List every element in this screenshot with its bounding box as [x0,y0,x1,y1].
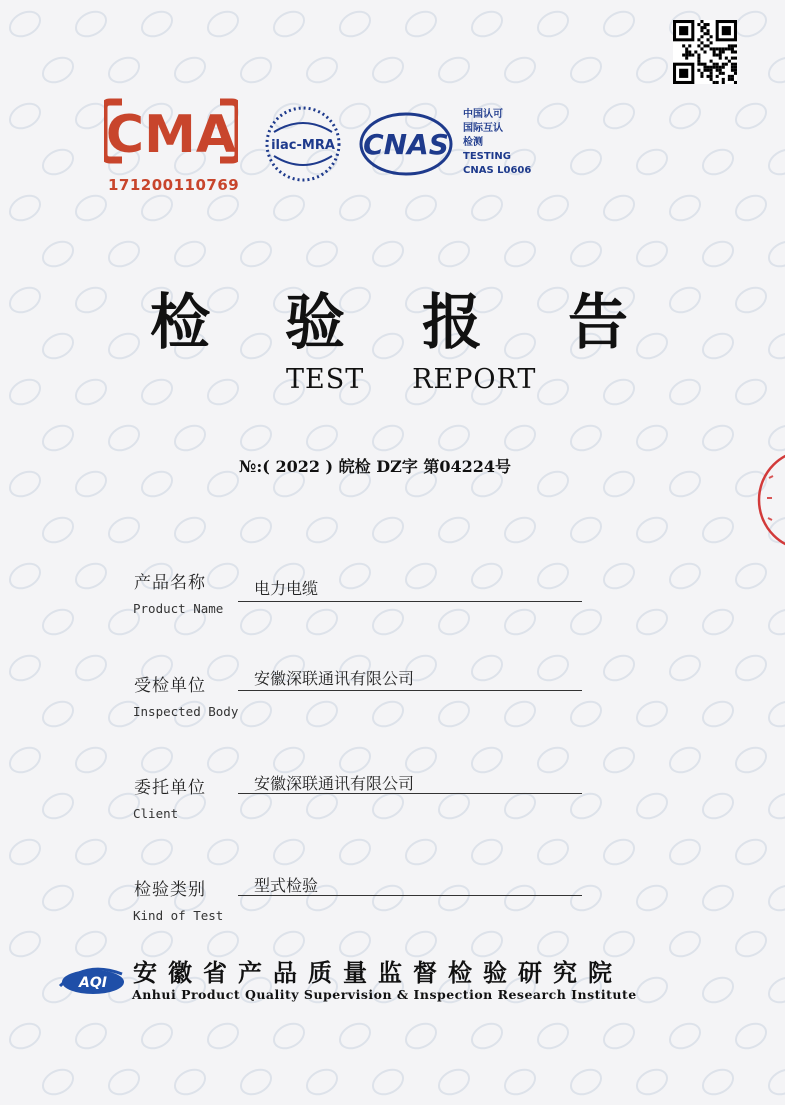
aqi-logo [56,964,126,996]
watermark-mark [664,833,705,870]
watermark-mark [598,649,639,686]
cnas-text-line: CNAS L0606 [463,165,532,176]
inspected-body-label: 受检单位 [134,676,206,696]
watermark-mark [631,511,672,548]
watermark-mark [565,511,606,548]
watermark-mark [37,603,78,640]
watermark-mark [334,557,375,594]
watermark-mark [37,419,78,456]
watermark-mark [697,419,738,456]
institute-name-en: Anhui Product Quality Supervision & Inspection Research Institute [132,987,637,1002]
watermark-mark [301,511,342,548]
watermark-mark [730,741,771,778]
watermark-mark [499,235,540,272]
kind-of-test-label: 检验类别 [134,880,206,900]
watermark-mark [103,419,144,456]
watermark-mark [565,143,606,180]
watermark-mark [433,1063,474,1100]
watermark-mark [730,1017,771,1054]
watermark-mark [268,1017,309,1054]
watermark-mark [466,741,507,778]
aqi-logo-text: AQI [79,975,107,991]
watermark-mark [598,373,639,410]
watermark-mark [4,97,45,134]
watermark-mark [433,603,474,640]
watermark-mark [466,1017,507,1054]
watermark-mark [235,419,276,456]
watermark-mark [301,1063,342,1100]
title-char: 报 [422,288,482,358]
watermark-mark [763,143,785,180]
watermark-mark [202,5,243,42]
inspected-body-value: 安徽深联通讯有限公司 [254,669,415,688]
watermark-mark [499,603,540,640]
watermark-mark [400,833,441,870]
watermark-mark [631,327,672,364]
product-name-label-en: Product Name [133,601,224,616]
watermark-mark [268,5,309,42]
watermark-mark [697,971,738,1008]
watermark-mark [37,511,78,548]
watermark-mark [763,51,785,88]
cnas-logo-text: CNAS [363,128,449,161]
watermark-mark [763,603,785,640]
cnas-accreditation-text [463,108,531,178]
title-en-report: REPORT [412,364,537,395]
watermark-mark [70,1017,111,1054]
watermark-mark [631,787,672,824]
watermark-mark [565,235,606,272]
watermark-mark [235,235,276,272]
title-char: 验 [285,288,345,358]
cnas-text-line: 国际互认 [463,123,503,134]
watermark-mark [301,603,342,640]
watermark-mark [367,603,408,640]
watermark-mark [664,649,705,686]
watermark-mark [4,189,45,226]
watermark-mark [730,189,771,226]
watermark-mark [268,189,309,226]
watermark-mark [400,1017,441,1054]
client-label-en: Client [133,806,179,821]
watermark-mark [235,603,276,640]
watermark-mark [70,189,111,226]
watermark-mark [37,1063,78,1100]
watermark-mark [301,419,342,456]
watermark-mark [532,1017,573,1054]
watermark-mark [499,51,540,88]
watermark-mark [631,971,672,1008]
watermark-mark [202,741,243,778]
watermark-mark [697,1063,738,1100]
watermark-mark [631,603,672,640]
watermark-mark [37,695,78,732]
watermark-mark [334,833,375,870]
watermark-mark [598,1017,639,1054]
watermark-mark [664,741,705,778]
report-title-cn [150,288,630,358]
watermark-mark [103,327,144,364]
watermark-mark [730,649,771,686]
watermark-mark [169,235,210,272]
watermark-mark [367,695,408,732]
watermark-mark [4,649,45,686]
watermark-mark [136,833,177,870]
watermark-mark [169,419,210,456]
watermark-mark [466,833,507,870]
kind-of-test-underline [238,895,582,896]
watermark-mark [4,925,45,962]
watermark-mark [532,189,573,226]
watermark-mark [235,1063,276,1100]
product-name-value: 电力电缆 [254,579,319,598]
watermark-mark [697,603,738,640]
watermark-mark [301,51,342,88]
watermark-mark [4,281,45,318]
kind-of-test-label-en: Kind of Test [133,908,224,923]
watermark-mark [37,143,78,180]
watermark-mark [697,143,738,180]
watermark-mark [565,695,606,732]
watermark-mark [532,649,573,686]
watermark-mark [70,281,111,318]
watermark-mark [136,5,177,42]
watermark-mark [433,419,474,456]
watermark-mark [466,557,507,594]
cma-logo [104,96,238,166]
watermark-mark [565,1063,606,1100]
watermark-mark [697,327,738,364]
watermark-mark [268,833,309,870]
ilac-logo-text: ilac-MRA [271,138,335,153]
watermark-mark [730,833,771,870]
watermark-mark [70,5,111,42]
watermark-mark [367,879,408,916]
watermark-mark [235,695,276,732]
report-number: №:( 2022 ) 皖检 DZ字 第04224号 [239,457,512,476]
watermark-mark [532,741,573,778]
watermark-mark [202,465,243,502]
watermark-mark [499,1063,540,1100]
client-label: 委托单位 [134,778,206,798]
watermark-mark [598,465,639,502]
watermark-mark [730,373,771,410]
watermark-mark [433,695,474,732]
watermark-mark [70,373,111,410]
watermark-mark [730,281,771,318]
watermark-mark [763,1063,785,1100]
watermark-mark [697,879,738,916]
watermark-mark [631,879,672,916]
client-underline [238,793,582,794]
watermark-mark [235,511,276,548]
watermark-mark [730,925,771,962]
watermark-mark [598,833,639,870]
watermark-mark [367,419,408,456]
watermark-mark [565,879,606,916]
watermark-mark [466,189,507,226]
watermark-mark [763,235,785,272]
watermark-mark [334,1017,375,1054]
watermark-mark [169,1063,210,1100]
watermark-mark [103,511,144,548]
watermark-mark [4,465,45,502]
watermark-mark [532,97,573,134]
watermark-mark [4,833,45,870]
watermark-mark [4,557,45,594]
kind-of-test-value: 型式检验 [254,876,319,895]
watermark-mark [697,235,738,272]
watermark-mark [37,327,78,364]
watermark-mark [4,5,45,42]
watermark-mark [103,51,144,88]
watermark-mark [4,373,45,410]
watermark-mark [433,879,474,916]
watermark-mark [70,465,111,502]
inspected-body-underline [238,690,582,691]
watermark-mark [697,511,738,548]
watermark-mark [664,925,705,962]
watermark-mark [499,511,540,548]
watermark-mark [532,373,573,410]
watermark-mark [598,741,639,778]
watermark-mark [367,511,408,548]
qr-code [671,20,739,84]
watermark-mark [4,1017,45,1054]
watermark-mark [202,1017,243,1054]
watermark-mark [202,833,243,870]
watermark-mark [697,695,738,732]
watermark-mark [466,5,507,42]
watermark-mark [631,143,672,180]
watermark-mark [631,1063,672,1100]
watermark-mark [70,557,111,594]
watermark-mark [37,879,78,916]
watermark-mark [202,189,243,226]
watermark-mark [37,51,78,88]
watermark-mark [70,741,111,778]
cnas-text-line: 中国认可 [463,109,503,120]
watermark-mark [598,97,639,134]
product-name-label: 产品名称 [134,573,206,593]
watermark-mark [367,235,408,272]
watermark-mark [664,373,705,410]
watermark-mark [169,511,210,548]
watermark-mark [202,649,243,686]
watermark-mark [202,373,243,410]
ilac-mra-logo [262,104,344,184]
watermark-mark [631,419,672,456]
watermark-mark [103,235,144,272]
watermark-mark [598,189,639,226]
watermark-mark [532,557,573,594]
cma-number: 171200110769 [108,176,240,194]
watermark-mark [697,787,738,824]
official-seal-stamp [755,448,785,552]
cma-logo-text: CMA [105,105,237,165]
watermark-mark [499,419,540,456]
cnas-logo [358,110,454,178]
watermark-mark [532,465,573,502]
watermark-mark [664,557,705,594]
watermark-mark [631,235,672,272]
watermark-mark [631,695,672,732]
title-en-test: TEST [286,364,365,395]
watermark-mark [631,51,672,88]
client-value: 安徽深联通讯有限公司 [254,774,415,793]
watermark-mark [730,97,771,134]
watermark-mark [103,1063,144,1100]
watermark-mark [136,465,177,502]
watermark-mark [400,189,441,226]
watermark-mark [532,5,573,42]
watermark-mark [730,557,771,594]
watermark-mark [136,373,177,410]
institute-name-cn: 安徽省产品质量监督检验研究院 [133,959,623,987]
product-name-underline [238,601,582,602]
title-char: 检 [150,288,210,358]
watermark-mark [763,327,785,364]
watermark-mark [763,695,785,732]
watermark-mark [763,879,785,916]
watermark-mark [664,1017,705,1054]
watermark-mark [763,971,785,1008]
title-char: 告 [568,288,628,358]
watermark-mark [598,5,639,42]
cnas-text-line: 检测 [463,137,483,148]
watermark-mark [433,51,474,88]
watermark-mark [763,787,785,824]
watermark-mark [499,695,540,732]
watermark-mark [334,189,375,226]
watermark-mark [37,235,78,272]
watermark-mark [367,1063,408,1100]
watermark-mark [136,1017,177,1054]
watermark-mark [433,511,474,548]
watermark-mark [664,465,705,502]
watermark-mark [4,741,45,778]
watermark-mark [400,5,441,42]
watermark-mark [664,281,705,318]
watermark-mark [664,189,705,226]
watermark-mark [334,5,375,42]
watermark-mark [235,51,276,88]
watermark-mark [301,235,342,272]
watermark-mark [433,235,474,272]
watermark-mark [367,51,408,88]
watermark-mark [202,557,243,594]
watermark-mark [136,189,177,226]
report-title-en [286,364,536,395]
watermark-mark [499,879,540,916]
watermark-mark [400,557,441,594]
watermark-mark [70,925,111,962]
watermark-mark [565,51,606,88]
watermark-mark [70,833,111,870]
watermark-mark [37,787,78,824]
watermark-mark [466,649,507,686]
watermark-mark [565,419,606,456]
watermark-mark [598,557,639,594]
watermark-mark [70,649,111,686]
inspected-body-label-en: Inspected Body [133,704,239,719]
watermark-mark [565,603,606,640]
watermark-mark [532,833,573,870]
watermark-mark [169,51,210,88]
watermark-mark [301,695,342,732]
cnas-text-line: TESTING [463,151,511,162]
watermark-mark [664,97,705,134]
